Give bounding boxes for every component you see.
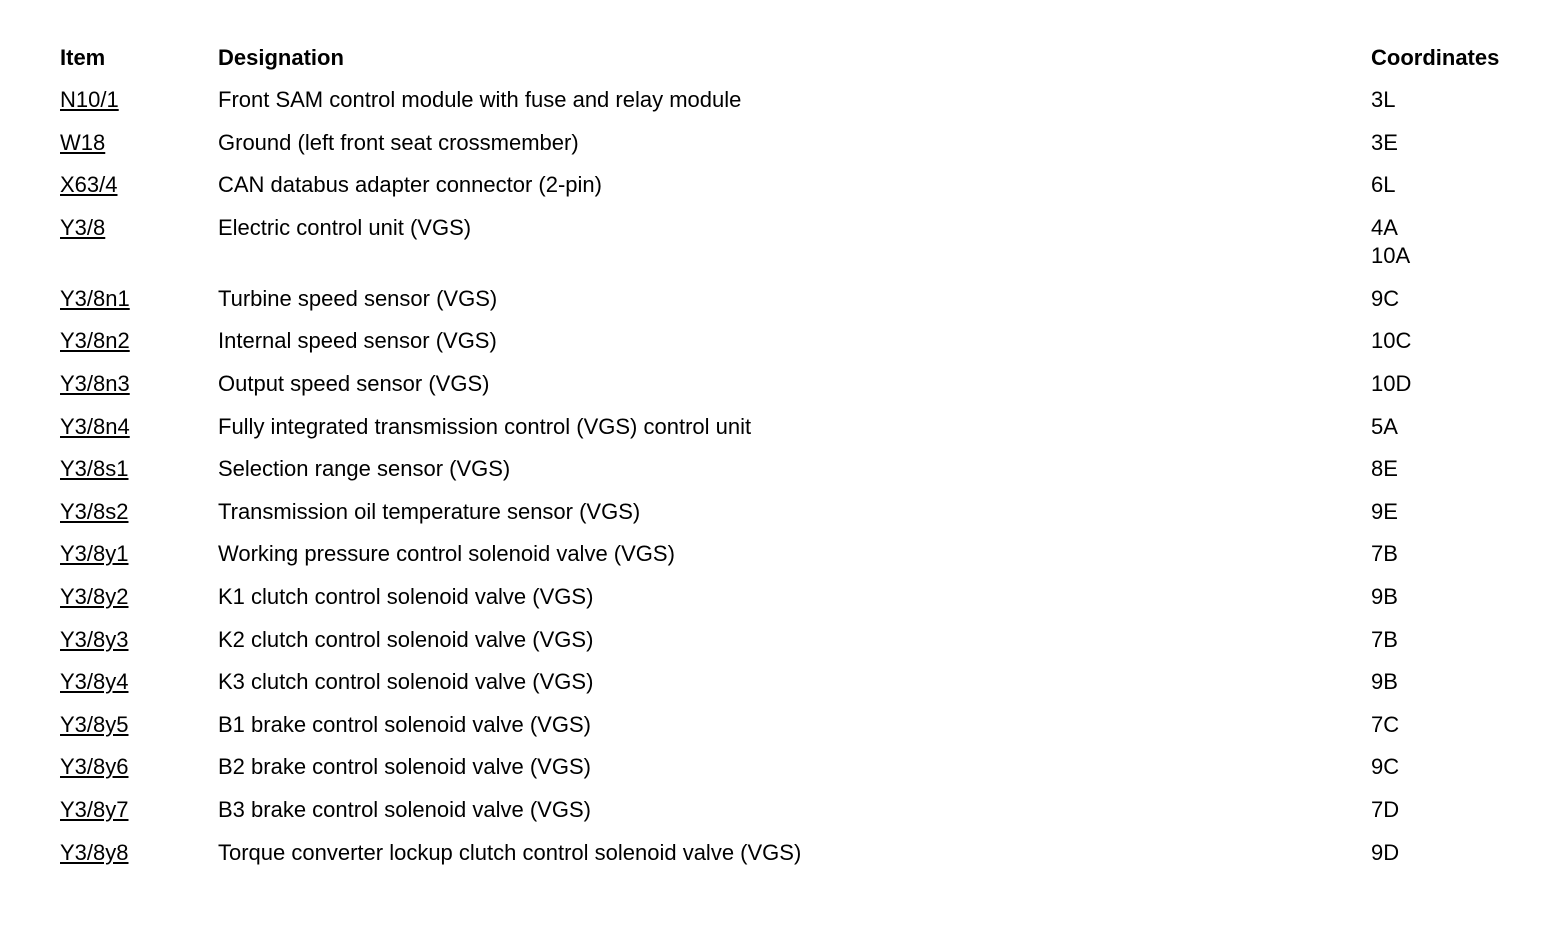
coordinate-value: 3L [1371,87,1396,112]
coordinate-value: 10A [1371,242,1411,268]
item-link[interactable]: Y3/8y7 [60,796,129,822]
designation-text: Front SAM control module with fuse and relay module [218,87,742,112]
header-item: Item [60,45,106,70]
item-link[interactable]: Y3/8s2 [60,498,129,524]
coordinate-value: 3E [1371,129,1398,155]
designation-text: K3 clutch control solenoid valve (VGS) [218,669,594,695]
coordinates-cell [1371,285,1399,313]
designation-text: Electric control unit (VGS) [218,214,472,240]
coordinates-cell [1371,711,1399,739]
coordinates-cell [1371,583,1398,611]
item-link[interactable]: N10/1 [60,87,119,112]
item-link[interactable]: Y3/8s1 [60,456,129,482]
item-link[interactable]: Y3/8y1 [60,541,129,567]
item-link[interactable]: X63/4 [60,172,118,198]
item-link[interactable]: W18 [60,129,106,155]
item-link[interactable]: Y3/8 [60,214,106,240]
designation-text: Working pressure control solenoid valve (VGS) [218,541,675,567]
coordinates-cell [1371,413,1398,441]
coordinate-value: 9C [1371,285,1400,311]
coordinates-cell [1371,796,1399,824]
coordinate-value: 6L [1371,172,1396,198]
coordinate-value: 5A [1371,413,1398,439]
coordinate-value: 7B [1371,541,1398,567]
coordinates-cell [1371,668,1398,696]
coordinate-value: 10D [1371,370,1412,396]
coordinates-cell [1371,455,1398,483]
coordinates-cell [1371,626,1398,654]
coordinates-cell [1371,86,1395,114]
coordinates-cell [1371,498,1398,526]
coordinate-value: 10C [1371,328,1412,354]
coordinates-cell [1371,370,1411,398]
coordinates-cell [1371,129,1398,157]
designation-text: K1 clutch control solenoid valve (VGS) [218,583,594,609]
coordinate-value: 7D [1371,796,1400,822]
designation-text: K2 clutch control solenoid valve (VGS) [218,626,594,652]
item-link[interactable]: Y3/8n1 [60,285,130,311]
coordinates-cell [1371,214,1410,270]
item-link[interactable]: Y3/8y5 [60,711,129,737]
item-link[interactable]: Y3/8n2 [60,328,130,354]
coordinate-value: 9B [1371,669,1398,695]
item-link[interactable]: Y3/8y2 [60,583,129,609]
header-designation: Designation [218,45,344,70]
coordinates-cell [1371,839,1399,867]
coordinate-value: 8E [1371,456,1398,482]
item-link[interactable]: Y3/8y3 [60,626,129,652]
coordinate-value: 7B [1371,626,1398,652]
designation-text: Transmission oil temperature sensor (VGS) [218,498,641,524]
designation-text: Torque converter lockup clutch control solenoid valve (VGS) [218,839,802,865]
designation-text: Output speed sensor (VGS) [218,370,490,396]
item-link[interactable]: Y3/8y6 [60,754,129,780]
coordinate-value: 9B [1371,583,1398,609]
designation-text: B1 brake control solenoid valve (VGS) [218,711,591,737]
designation-text: CAN databus adapter connector (2-pin) [218,172,602,198]
item-link[interactable]: Y3/8n3 [60,370,130,396]
item-link[interactable]: Y3/8y8 [60,839,129,865]
coordinates-cell [1371,540,1398,568]
coordinates-cell [1371,753,1399,781]
coordinate-value: 9E [1371,498,1398,524]
designation-text: Selection range sensor (VGS) [218,456,511,482]
designation-text: Turbine speed sensor (VGS) [218,285,498,311]
designation-text: B2 brake control solenoid valve (VGS) [218,754,591,780]
item-link[interactable]: Y3/8n4 [60,413,130,439]
header-coordinates: Coordinates [1371,45,1500,70]
coordinate-value: 4A [1371,214,1398,240]
coordinates-cell [1371,327,1411,355]
designation-text: B3 brake control solenoid valve (VGS) [218,796,591,822]
designation-text: Fully integrated transmission control (VGS) control unit [218,413,752,439]
coordinates-cell [1371,171,1395,199]
coordinate-value: 9D [1371,839,1400,865]
designation-text: Internal speed sensor (VGS) [218,328,497,354]
coordinate-value: 7C [1371,711,1400,737]
item-link[interactable]: Y3/8y4 [60,669,129,695]
coordinate-value: 9C [1371,754,1400,780]
designation-text: Ground (left front seat crossmember) [218,129,579,155]
